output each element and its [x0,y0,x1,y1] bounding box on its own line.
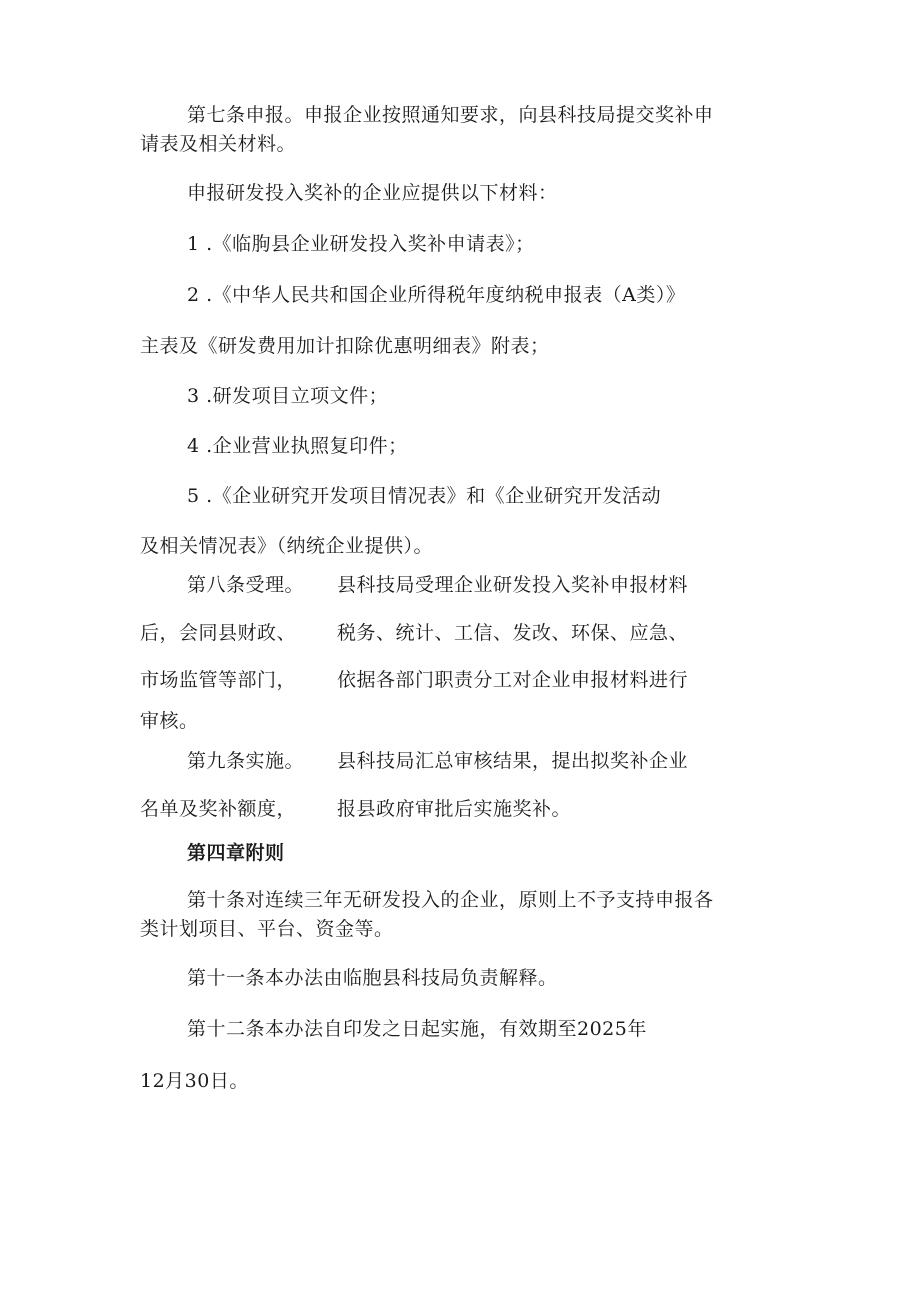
article-7-line-2: 请表及相关材料。 [140,133,297,155]
material-item-5: 5 .《企业研究开发项目情况表》和《企业研究开发活动 [187,485,662,507]
materials-intro: 申报研发投入奖补的企业应提供以下材料： [187,182,558,204]
article-10-line-1: 第十条对连续三年无研发投入的企业，原则上不予支持申报各 [187,889,714,911]
article-11: 第十一条本办法由临胞县科技局负责解释。 [187,967,558,989]
article-12-line-1: 第十二条本办法自印发之日起实施，有效期至2025年 [187,1018,647,1040]
article-7-line-1: 第七条申报。申报企业按照通知要求，向县科技局提交奖补申 [187,104,714,126]
article-8-text-2a: 后，会同县财政、 [140,622,297,644]
article-8-text-3b: 依据各部门职责分工对企业申报材料进行 [337,669,689,691]
chapter-4-heading: 第四章附则 [187,842,285,864]
material-item-1: 1 .《临朐县企业研发投入奖补申请表》； [187,233,535,255]
article-9-heading: 第九条实施。 [187,750,305,772]
article-8-text-2b: 税务、统计、工信、发改、环保、应急、 [337,622,689,644]
material-item-2: 2 .《中华人民共和国企业所得税年度纳税申报表（A类）》 [187,284,686,306]
material-item-5-cont: 及相关情况表》（纳统企业提供）。 [140,535,434,557]
article-8-heading: 第八条受理。 [187,574,305,596]
article-9-text-1: 县科技局汇总审核结果，提出拟奖补企业 [337,750,689,772]
article-8-text-4: 审核。 [140,710,199,732]
article-10-line-2: 类计划项目、平台、资金等。 [140,918,394,940]
material-item-2-cont: 主表及《研发费用加计扣除优惠明细表》附表； [140,335,550,357]
article-12-line-2: 12月30日。 [140,1070,249,1092]
article-8-text-3a: 市场监管等部门， [140,669,297,691]
article-9-text-2a: 名单及奖补额度， [140,798,297,820]
article-9-text-2b: 报县政府审批后实施奖补。 [337,798,572,820]
article-8-text-1: 县科技局受理企业研发投入奖补申报材料 [337,574,689,596]
material-item-3: 3 .研发项目立项文件； [187,385,389,407]
material-item-4: 4 .企业营业执照复印件； [187,435,408,457]
